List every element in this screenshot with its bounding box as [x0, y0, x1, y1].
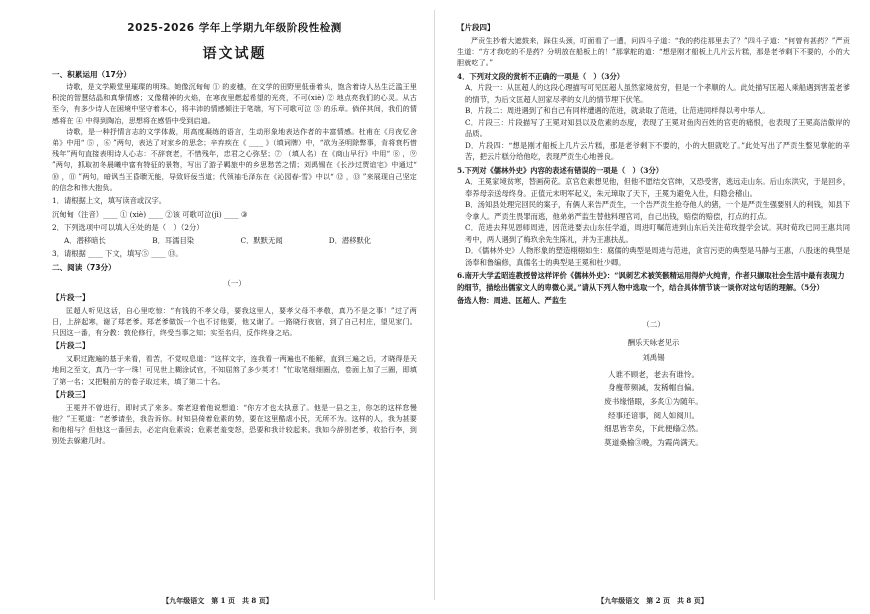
q5-option-c: C．范进去拜见恩师周进，因范进要去山东任学道，周进叮嘱范进到山东后关注荀玫提学会试。其时荀玫已同王惠共同考中，两人遇到了梅玖余先生陈礼，并为王惠扶乩。 [465, 223, 850, 244]
exam-header: 2025-2026 学年上学期九年级阶段性检测 [127, 22, 342, 34]
question-6-candidates: 备选人物：周进、匡超人、严监生 [457, 296, 567, 306]
section-heading-reading: 二、阅读（73分） [52, 262, 116, 272]
exam-title: 语文试题 [202, 46, 267, 62]
q4-option-a: A．片段一：从匡超人的这段心理描写可见匡超人虽然家境贫穷，但是一个孝顺的人。此处描写匡超人乘船遇到害羞老爹的情节，为后文匡超人回家尽孝的女儿的情节埋下伏笔。 [465, 83, 850, 104]
section-heading-accumulation: 一、积累运用（17分） [52, 70, 131, 79]
fragment-1-text: 匡超人听见这话，自心里吃惊：“有钱的不孝父母，要我这里人，要孝父母不孝敬，真乃不是之事！”过了两日，上辞起寒，谢了郑老爹。郑老爹做饭一个也不讨他要，他又谢了。一路晓行夜宿，到了自己村庄，望见家门。只因这一番，有分教：敦伦修行，终受当事之知；实至名归，反作终身之玷。 [52, 305, 417, 337]
q5-option-b: B．汤知县处理完回民的案子，有俩人来告严贡生，一个告严贡生抢夺他人的猪，一个是严贡生强要别人的利钱，知县下令拿人。严贡生畏罪而逃，他弟弟严监生替他料理官司，自己出钱，赔偿的赔偿，打点的打点。 [465, 200, 850, 221]
fragment-2-label: 【片段二】 [52, 341, 90, 351]
q5-option-d: D．《儒林外史》人物形象的塑造栩栩如生：腐儒的典型是周进与范进，贪官污吏的典型是马静与王惠，八股迷的典型是汤奉和鲁编修，真儒名士的典型是王冕和杜少卿。 [465, 246, 850, 267]
page-footer: 【九年级语文 第 2 页 共 8 页】 [597, 596, 708, 605]
poem-author: 刘禹锡 [642, 353, 665, 363]
q4-option-b: B．片段二：周进遇到了和自己有同样遭遇的范进，就录取了范进，让范进同样得以考中举人。 [465, 106, 770, 116]
question-4: 4．下列对文段的赏析不正确的一项是（ ）（3分） [457, 71, 625, 81]
reading-part-2-label: （二） [642, 319, 665, 329]
question-5: 5.下列对《儒林外史》内容的表述有错误的一项是（ ）（3分） [457, 165, 664, 175]
page-footer: 【九年级语文 第 1 页 共 8 页】 [162, 596, 273, 605]
fragment-4-text: 严贡生抄着大遮鼓来，踩住头颈，叮面看了一遭，问四斗子道：“我的药往那里去了？”四斗子道：“何曾有甚药？”严贡生道：“方才我吃的不是药？分明放在船板上的！”那掌舵的道：“想是刚才船板上几片云片糕，那是老爷剩下不要的，小的大胆就吃了。” [457, 36, 850, 68]
poem-line: 废书缘惜眼，多炙①为随年。 [604, 396, 703, 406]
poem-title: 酬乐天咏老见示 [627, 337, 680, 347]
poem-line: 经事还谙事，阅人如阅川。 [607, 410, 700, 420]
fragment-3-label: 【片段三】 [52, 389, 90, 399]
intro-paragraph-2: 诗歌，是一种抒情言志的文学体裁，用高度凝练的语言，生动形象地表达作者的丰富情感。杜甫在《月夜忆舍弟》中用“ ⑤ ，⑥ ”两句，表达了对家乡的思念；辛弃疾在《 ____ 》（填词牌）中，“欲为圣明除弊事，肯将衰朽惜残年”两句直接表明诗人心志：不辞衰老，不惜残年，忠君之心弥坚；⑦ （填人名）在《商山早行》中用“ ⑧ ，⑨ ”两句，抓取初冬晨曦中富有特征的景物，写出了游子羁旅中的乡思愁苦之情；刘禹锡在《长沙过贾谊宅》中通过“ ⑩ ，⑪ ”两句，暗讽当王昏聩无能，导致奸佞当道；代领袖毛泽东在《沁园春·雪》中以“ ⑫ ，⑬ ”来展现自己坚定的信念和伟大抱负。 [52, 126, 417, 192]
fragment-3-text: 王冕并不曾进行，即时式了来多。秦老迎着他说想道：“你方才也太执意了。他是一县之主，你怎的这样怠慢他？”王冕道：“老爹请坐，我告诉你。时知县倚着危素的势，要在这里酷虐小民，无所不为。这样的人，我为甚要和他相与？但他这一番回去，必定向危素说；危素老羞变怒，恐要和我计较起来。我如今辞别老爹，收拾行李，到别处去躲避几时。 [52, 402, 417, 446]
question-2-options [64, 235, 417, 247]
intro-paragraph-1: 诗歌，是文学殿堂里璀璨的明珠。她像沉甸甸 ① 的麦穗，在文学的田野里低垂着头，饱含着诗人丛生泛滥王里积淀的智慧结晶和真挚情感；又像精神的火焰，在寒夜里燃起希望的光亮，不可(xiè) ② 地点亮我们的心灵。从古至今，有多少诗人在困境中坚守着本心，将丰沛的情感倾注于笔端，写下可歌可泣 ③ 的乐章。倘佯其间，我们的情感将在 ④ 中得到陶冶，思想将在感悟中受到启迪。 [52, 82, 417, 125]
option-d: D．潜移默化 [328, 235, 372, 245]
q4-option-d: D．片段四：“想是刚才船板上几片云片糕，那是老爷剩下不要的，小的大胆就吃了。”此处写出了严贡生整见掌舵的辛苦，把云片糕分给他吃，表现严贡生心地善良。 [465, 140, 850, 162]
q4-option-c: C．片段三：片段描写了王冕对知县以及危素的态度，表现了王冕对鱼肉百姓的官吏的痛恨，也表现了王冕高洁傲岸的品质。 [465, 117, 850, 139]
question-6: 6.南开大学孟昭连教授曾这样评价《儒林外史》：“讽刺艺术被笑骸精运用得炉火纯青，作者只撷取社会生活中最有表现力的细节，描绘出儒家文人的卑微心灵。”请从下列人物中选取一个，结合具体情节谈一谈你对这句话的理解。（5分） [457, 271, 845, 292]
question-1: 1．请根据上文，填写读音或汉字。 [52, 196, 167, 206]
question-3: 3．请根据 ____ 下文，填写⑤ ____ ⑬。 [52, 249, 183, 259]
fragment-2-text: 又职过跑遍的基于来看，看苦，不觉叹息道：“这样文字，连我看一两遍也不能解，直到三遍之后，才晓得是天地间之至文，真乃一字一珠！可见世上糊涂试官，不知屈煞了多少英才！”忙取笔细细圈点，卷面上加了三圈，即填了第一名；又把鞋前方的卷子取过来，填了第二十名。 [52, 354, 417, 386]
option-c: C．默默无闻 [240, 235, 283, 245]
poem-line: 人谁不顾老，老去有谁怜。 [607, 369, 700, 379]
poem-line: 身瘦带频减，发稀帽自偏。 [607, 383, 700, 393]
reading-part-label: （一） [223, 278, 246, 288]
q5-option-a: A．王冕家境贫寒，替画荷花。京官危素想见他，但他不愿结交官绅，又恐受害，逃远走山东。后山东洪灾，于是回乡，奉养母亲送母终身。正值元末明军起义，朱元璋取了天下，王冕为避免入仕，归隐会稽山。 [465, 177, 850, 198]
question-2: 2．下列选项中可以填入④处的是（ ）（2分） [52, 223, 204, 233]
poem-line: 细思皆幸矣，下此便翛②然。 [604, 424, 703, 434]
poem-line: 莫道桑榆③晚，为霞尚满天。 [604, 437, 703, 447]
fragment-4-label: 【片段四】 [457, 23, 495, 32]
option-a: A．潜移暗长 [64, 235, 106, 245]
fragment-1-label: 【片段一】 [52, 292, 90, 302]
question-1-items: 沉甸甸（注音）____ ① (xiè) ____ ②该 可歌可泣(jì) ____ ③ [52, 209, 248, 219]
exam-page-2 [435, 0, 870, 614]
poem [457, 336, 850, 450]
option-b: B．耳濡目染 [152, 235, 195, 245]
